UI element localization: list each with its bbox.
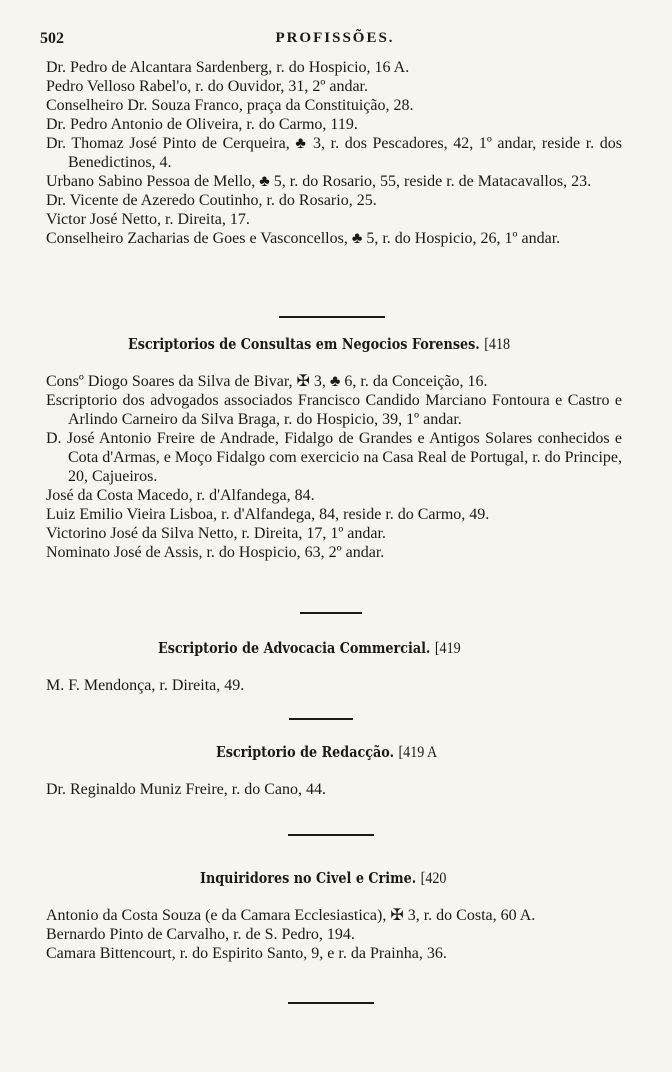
page-header	[40, 30, 630, 54]
list-item: Victor José Netto, r. Direita, 17.	[46, 211, 250, 228]
section-heading	[158, 640, 461, 658]
continued-entry-list	[46, 58, 622, 248]
list-item: Dr. Reginaldo Muniz Freire, r. do Cano, 44.	[46, 781, 326, 798]
section-reference: [419 A	[398, 744, 438, 761]
section-heading	[216, 744, 437, 762]
list-item: Camara Bittencourt, r. do Espirito Santo, 9, e r. da Prainha, 36.	[46, 945, 447, 962]
list-item: Pedro Velloso Rabel'o, r. do Ouvidor, 31, 2º andar.	[46, 78, 368, 95]
running-title: PROFISSÕES.	[275, 30, 395, 46]
section-title: Inquiridores no Civel e Crime.	[200, 870, 417, 887]
list-item: Escriptorio dos advogados associados Francisco Candido Marciano Fontoura e Castro e Arlindo Carneiro da Silva Braga, r. do Hospicio, 39, 1º andar.	[46, 392, 622, 428]
list-item: M. F. Mendonça, r. Direita, 49.	[46, 677, 245, 694]
section-title: Escriptorio de Redacção.	[216, 744, 395, 761]
list-item: Nominato José de Assis, r. do Hospicio, 63, 2º andar.	[46, 544, 385, 561]
list-item: Conselheiro Dr. Souza Franco, praça da Constituição, 28.	[46, 97, 414, 114]
list-item: Dr. Pedro de Alcantara Sardenberg, r. do Hospicio, 16 A.	[46, 59, 410, 76]
list-item: Dr. Thomaz José Pinto de Cerqueira, ♣ 3, r. dos Pescadores, 42, 1º andar, reside r. dos Benedictinos, 4.	[46, 135, 622, 171]
list-item: Consº Diogo Soares da Silva de Bivar, ✠ 3, ♣ 6, r. da Conceição, 16.	[46, 373, 488, 390]
list-item: Luiz Emilio Vieira Lisboa, r. d'Alfandega, 84, reside r. do Carmo, 49.	[46, 506, 490, 523]
list-item: Dr. Pedro Antonio de Oliveira, r. do Carmo, 119.	[46, 116, 358, 133]
forensic-offices-list	[46, 372, 622, 562]
section-divider	[288, 834, 374, 836]
section-divider	[289, 718, 353, 720]
section-heading	[128, 336, 510, 354]
section-title: Escriptorio de Advocacia Commercial.	[158, 640, 431, 657]
list-item: Bernardo Pinto de Carvalho, r. de S. Pedro, 194.	[46, 926, 355, 943]
page-number: 502	[40, 30, 64, 47]
list-item: Antonio da Costa Souza (e da Camara Ecclesiastica), ✠ 3, r. do Costa, 60 A.	[46, 907, 536, 924]
editorial-office-list	[46, 780, 622, 799]
section-heading	[200, 870, 446, 888]
section-divider	[300, 612, 362, 614]
list-item: Urbano Sabino Pessoa de Mello, ♣ 5, r. do Rosario, 55, reside r. de Matacavallos, 23.	[46, 173, 592, 190]
section-title: Escriptorios de Consultas em Negocios Forenses.	[128, 336, 480, 353]
list-item: Dr. Vicente de Azeredo Coutinho, r. do Rosario, 25.	[46, 192, 377, 209]
section-reference: [418	[484, 336, 511, 353]
list-item: Conselheiro Zacharias de Goes e Vasconcellos, ♣ 5, r. do Hospicio, 26, 1º andar.	[46, 230, 561, 247]
section-divider	[288, 1002, 374, 1004]
section-reference: [420	[420, 870, 447, 887]
section-reference: [419	[434, 640, 461, 657]
section-divider	[279, 316, 385, 318]
list-item: Victorino José da Silva Netto, r. Direita, 17, 1º andar.	[46, 525, 386, 542]
inquirers-list	[46, 906, 622, 963]
list-item: D. José Antonio Freire de Andrade, Fidalgo de Grandes e Antigos Solares conhecidos e Cota d'Armas, e Moço Fidalgo com exercicio na Casa Real de Portugal, r. do Principe, 20, Cajueiros.	[46, 430, 622, 485]
commercial-advocacy-list	[46, 676, 622, 695]
list-item: José da Costa Macedo, r. d'Alfandega, 84.	[46, 487, 315, 504]
